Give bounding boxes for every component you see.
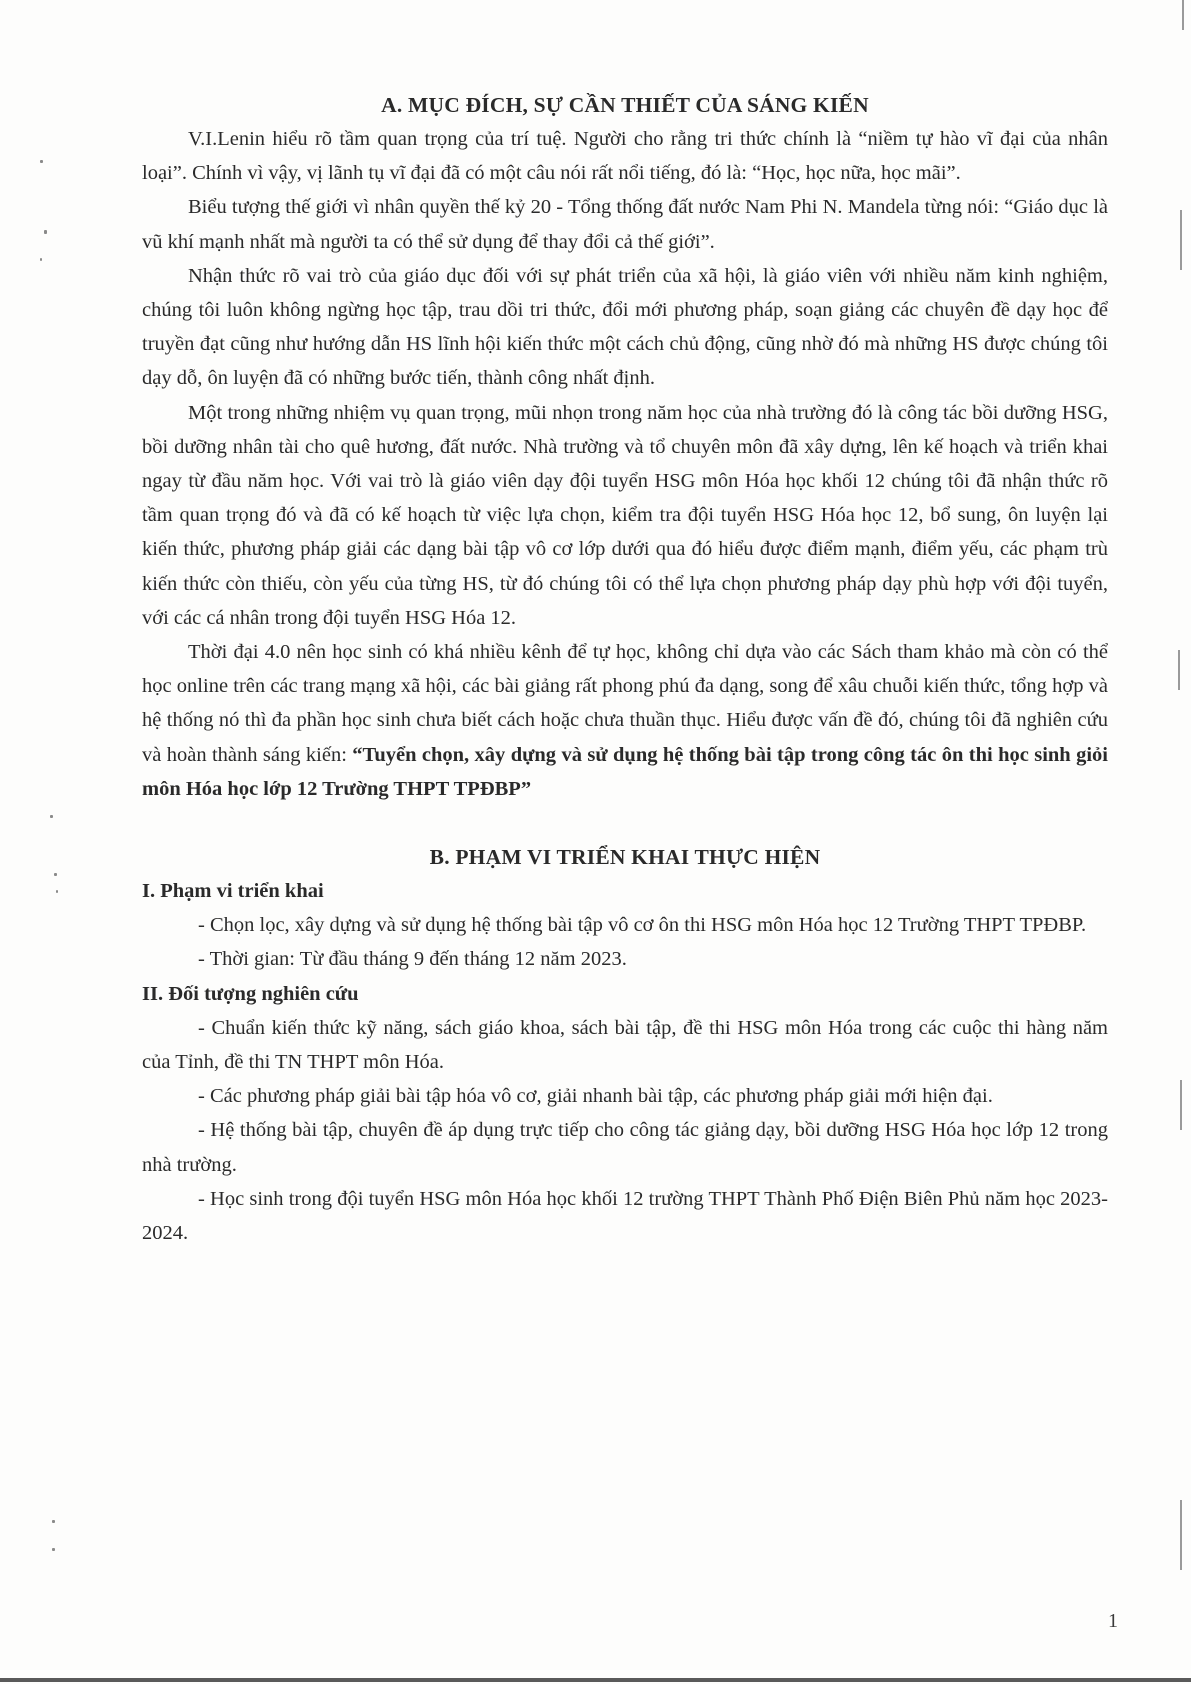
scan-speck [52,1520,55,1523]
list-item: - Chuẩn kiến thức kỹ năng, sách giáo khoa, sách bài tập, đề thi HSG môn Hóa trong các cuộc thi hàng năm của Tỉnh, đề thi TN THPT môn Hóa. [142,1016,1108,1074]
initiative-title: “Tuyển chọn, xây dựng và sử dụng hệ thống bài tập trong công tác ôn thi học sinh giỏi môn Hóa học lớp 12 Trường THPT TPĐBP” [142,743,1108,800]
paragraph: Biểu tượng thế giới vì nhân quyền thế kỷ 20 - Tổng thống đất nước Nam Phi N. Mandela từng nói: “Giáo dục là vũ khí mạnh nhất mà người ta có thể sử dụng để thay đổi cả thế giới”. [142,196,1108,253]
list-item: - Thời gian: Từ đầu tháng 9 đến tháng 12 năm 2023. [198,948,627,971]
document-body [142,88,1108,1250]
section-a-title: A. MỤC ĐÍCH, SỰ CẦN THIẾT CỦA SÁNG KIẾN [381,93,869,117]
paragraph: Nhận thức rõ vai trò của giáo dục đối với sự phát triển của xã hội, là giáo viên với nhiều năm kinh nghiệm, chúng tôi luôn không ngừng học tập, trau dồi tri thức, đổi mới phương pháp, soạn giảng các chuyên đề dạy học để truyền đạt cũng như hướng dẫn HS lĩnh hội kiến thức một cách chủ động, cũng nhờ đó mà những HS được chúng tôi dạy dỗ, ôn luyện đã có những bước tiến, thành công nhất định. [142,264,1108,390]
paragraph: V.I.Lenin hiểu rõ tầm quan trọng của trí tuệ. Người cho rằng tri thức chính là “niềm tự hào vĩ đại của nhân loại”. Chính vì vậy, vị lãnh tụ vĩ đại đã có một câu nói rất nổi tiếng, đó là: “Học, học nữa, học mãi”. [142,128,1108,185]
scan-speck [50,815,53,818]
scan-speck [40,258,42,261]
paragraph-text: Thời đại 4.0 nên học sinh có khá nhiều kênh để tự học, không chỉ dựa vào các Sách tham khảo mà còn có thể học online trên các trang mạng xã hội, các bài giảng rất phong phú đa dạng, song để xâu chuỗi kiến thức, tổng hợp và hệ thống nó thì đa phần học sinh chưa biết cách hoặc chưa thuần thục. Hiểu được vấn đề đó, chúng tôi đã nghiên cứu và hoàn thành sáng kiến: [142,641,1108,766]
scan-edge-mark [1178,650,1180,690]
scan-speck [44,230,47,234]
paragraph [142,635,1108,806]
list-item: - Chọn lọc, xây dựng và sử dụng hệ thống bài tập vô cơ ôn thi HSG môn Hóa học 12 Trường THPT TPĐBP. [198,914,1087,937]
scan-speck [54,873,57,876]
scan-edge-mark [1182,0,1184,30]
subsection-heading-subjects: II. Đối tượng nghiên cứu [142,982,359,1005]
list-item: - Học sinh trong đội tuyển HSG môn Hóa học khối 12 trường THPT Thành Phố Điện Biên Phủ năm học 2023-2024. [142,1187,1108,1245]
scan-speck [40,160,43,163]
scan-speck [52,1548,55,1551]
list-item: - Các phương pháp giải bài tập hóa vô cơ, giải nhanh bài tập, các phương pháp giải mới hiện đại. [198,1085,993,1108]
scan-edge-mark [1180,210,1182,270]
scan-speck [56,890,58,893]
section-b-title: B. PHẠM VI TRIỂN KHAI THỰC HIỆN [429,845,821,870]
subsection-heading-scope: I. Phạm vi triển khai [142,880,324,903]
scan-edge-mark [1180,1500,1182,1570]
paragraph: Một trong những nhiệm vụ quan trọng, mũi nhọn trong năm học của nhà trường đó là công tác bồi dưỡng HSG, bồi dưỡng nhân tài cho quê hương, đất nước. Nhà trường và tổ chuyên môn đã xây dựng, lên kế hoạch và triển khai ngay từ đầu năm học. Với vai trò là giáo viên dạy đội tuyển HSG môn Hóa học khối 12 chúng tôi đã nhận thức rõ tầm quan trọng đó và đã có kế hoạch từ việc lựa chọn, kiểm tra đội tuyển HSG Hóa học 12, bổ sung, ôn luyện lại kiến thức, phương pháp giải các dạng bài tập vô cơ lớp dưới qua đó hiểu được điểm mạnh, điểm yếu, các phạm trù kiến thức còn thiếu, còn yếu của từng HS, từ đó chúng tôi có thể lựa chọn phương pháp dạy phù hợp với đội tuyển, với các cá nhân trong đội tuyển HSG Hóa 12. [142,401,1108,629]
scan-bottom-edge [0,1678,1191,1682]
page-number: 1 [1108,1610,1118,1632]
list-item: - Hệ thống bài tập, chuyên đề áp dụng trực tiếp cho công tác giảng dạy, bồi dưỡng HSG Hóa học lớp 12 trong nhà trường. [142,1119,1108,1176]
scan-edge-mark [1180,1080,1182,1130]
